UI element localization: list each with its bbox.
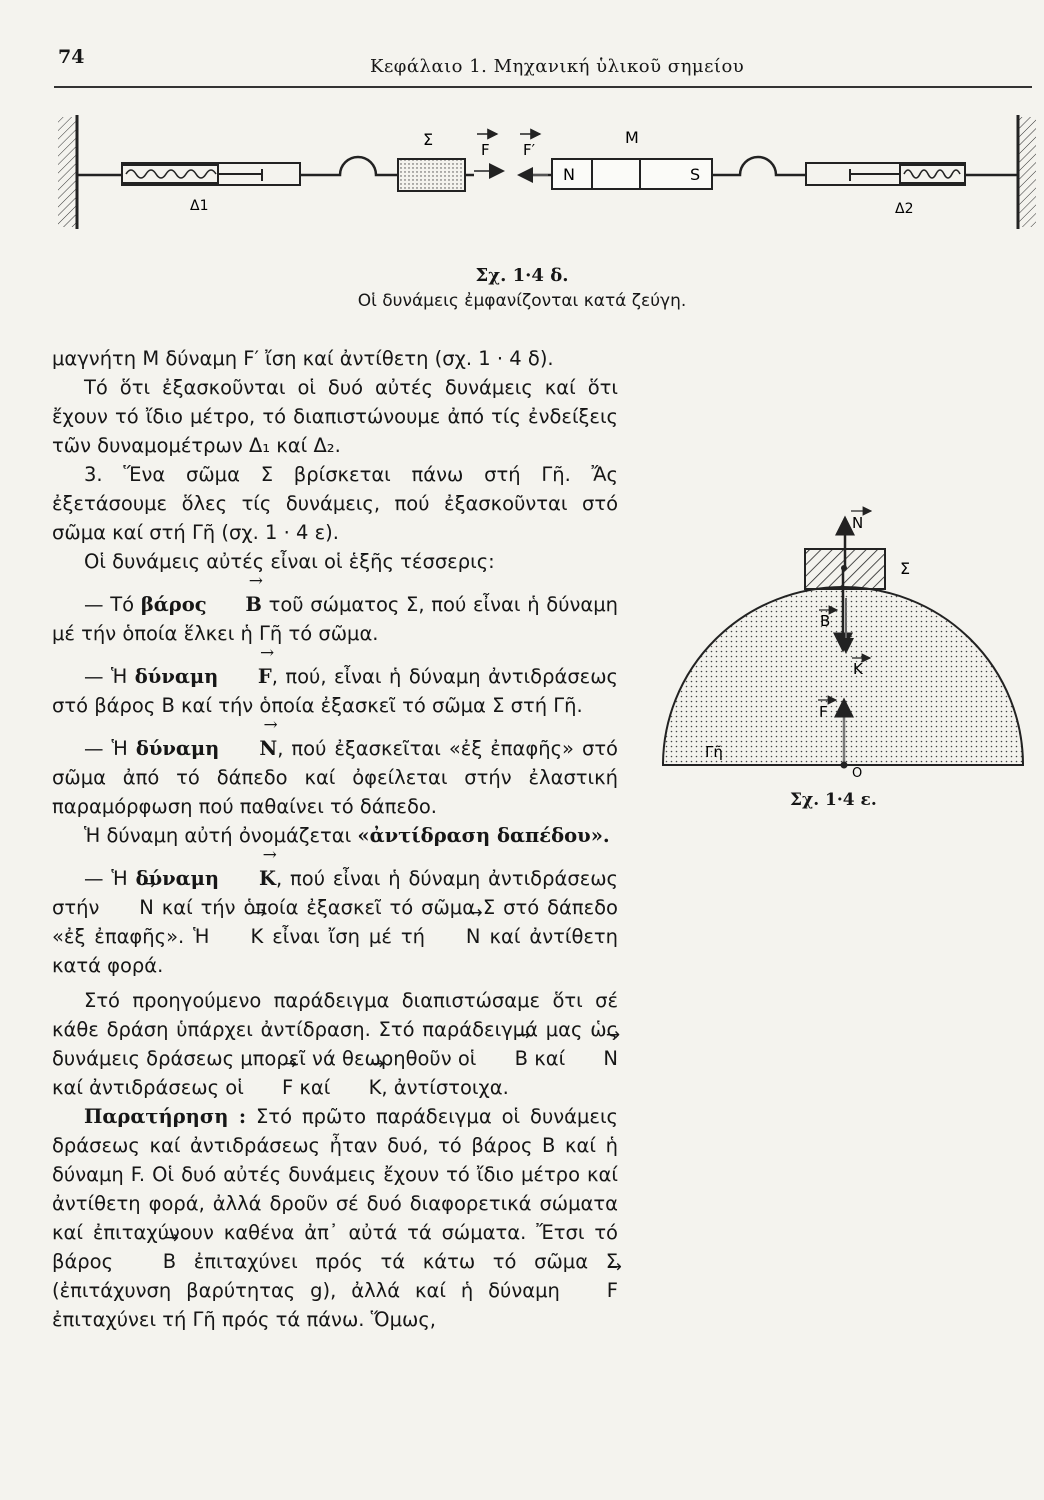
header-rule (54, 86, 1032, 88)
label-F-prime: F′ (523, 141, 536, 159)
label-delta1: Δ1 (190, 198, 209, 214)
label-F: F (481, 141, 490, 159)
label-O: O (852, 766, 863, 781)
label-M: M (625, 128, 639, 147)
label-sigma: Σ (900, 559, 911, 578)
vector-B: → B (131, 1247, 176, 1276)
magnet-M (552, 159, 712, 189)
right-wall (1018, 117, 1036, 227)
figure-1-4-delta (0, 95, 1044, 265)
figure-1-4-epsilon (655, 500, 1025, 785)
paragraph-floor-reaction: Ἡ δύναμη αὐτή ὀνομάζεται «ἀντίδραση δαπέδου». (84, 824, 610, 847)
paragraph-3: 3. Ἕνα σῶμα Σ βρίσκεται πάνω στή Γῆ. Ἄς ἐξετάσουμε ὅλες τίς δυνάμεις, πού ἐξασκοῦνται στό σῶμα καί στή Γῆ (σχ. 1 · 4 ε). (52, 463, 618, 544)
label-N: N (563, 165, 575, 184)
paragraph-force-K: — Ἡ δύναμη → K, πού εἶναι ἡ δύναμη ἀντιδράσεως στήν → N καί τήν ὁποία ἐξασκεῖ τό σῶμα Σ στό δάπεδο «ἐξ ἐπαφῆς». Ἡ → K εἶναι ἴση μέ τή → N καί ἀντίθετη κατά φορά. (52, 864, 618, 980)
paragraph-action-reaction: Στό προηγούμενο παράδειγμα διαπιστώσαμε ὅτι σέ κάθε δράση ὑπάρχει ἀντίδραση. Στό παράδειγμά μας ὡς δυνάμεις δράσεως μπορεῖ νά θεωρηθοῦν οἱ → B καί → N καί ἀντιδράσεως οἱ → F καί → K, ἀντίστοιχα. (52, 986, 618, 1102)
figure-2-caption-number: Σχ. 1·4 ε. (790, 790, 877, 810)
paragraph-force-F: — Ἡ δύναμη → F, πού, εἶναι ἡ δύναμη ἀντιδράσεως στό βάρος Β καί τήν ὁποία ἐξασκεῖ τό σῶμα Σ στή Γῆ. (52, 662, 618, 720)
vector-F: → F (250, 1073, 293, 1102)
label-B: B (820, 612, 831, 630)
figure-1-caption-text: Οἱ δυνάμεις ἐμφανίζονται κατά ζεύγη. (357, 291, 687, 311)
label-earth: Γῆ (705, 743, 723, 761)
vector-K: → K (337, 1073, 382, 1102)
page-number: 74 (58, 46, 85, 68)
paragraph-4: Οἱ δυνάμεις αὐτές εἶναι οἱ ἑξῆς τέσσερις: (84, 550, 495, 573)
earth-center-point (841, 762, 848, 769)
vector-N: → N (434, 922, 481, 951)
vector-F: → F (575, 1276, 618, 1305)
body-sigma (398, 159, 465, 191)
paragraph-remark: Παρατήρηση : Στό πρῶτο παράδειγμα οἱ δυνάμεις δράσεως καί ἀντιδράσεως ἦταν δυό, τό βάρος Β καί ἡ δύναμη F. Οἱ δυό αὐτές δυνάμεις ἔχουν τό ἴδιο μέτρο καί ἀντίθετη φορά, ἀλλά δροῦν σέ δυό διαφορετικά σώματα καί ἐπιταχύνουν καθένα ἀπ᾽ αὐτά τά σώματα. Ἔτσι τό βάρος → B ἐπιταχύνει πρός τά κάτω τό σῶμα Σ (ἐπιτάχυνση βαρύτητας g), ἀλλά καί ἡ δύναμη → F ἐπιταχύνει τή Γῆ πρός τά πάνω. Ὅμως, (52, 1102, 618, 1334)
label-delta2: Δ2 (895, 201, 914, 217)
label-S: S (690, 165, 701, 184)
running-title: Κεφάλαιο 1. Μηχανική ὑλικοῦ σημείου (370, 56, 745, 77)
label-F: F (819, 703, 828, 721)
vector-K: → K (218, 922, 263, 951)
paragraph-weight: — Τό βάρος → B τοῦ σώματος Σ, πού εἶναι ἡ δύναμη μέ τήν ὁποία ἕλκει ἡ Γῆ τό σῶμα. (52, 590, 618, 648)
vector-K: → K (227, 864, 276, 893)
vector-N: → N (107, 893, 154, 922)
vector-B: → B (213, 590, 261, 619)
vector-B: → B (483, 1044, 528, 1073)
label-K: K (853, 660, 863, 678)
paragraph-1: μαγνήτη Μ δύναμη F′ ἴση καί ἀντίθετη (σχ. 1 · 4 δ). (52, 347, 554, 370)
figure-1-caption-number: Σχ. 1·4 δ. (475, 265, 569, 286)
paragraph-force-N: — Ἡ δύναμη → N, πού ἐξασκεῖται «ἐξ ἐπαφῆς» στό σῶμα ἀπό τό δάπεδο καί ὀφείλεται στήν ἐλαστική παραμόρφωση πού παθαίνει τό δάπεδο. (52, 734, 618, 821)
paragraph-2: Τό ὅτι ἐξασκοῦνται οἱ δυό αὐτές δυνάμεις καί ὅτι ἔχουν τό ἴδιο μέτρο, τό διαπιστώνουμε ἀπό τίς ἐνδείξεις τῶν δυναμομέτρων Δ₁ καί Δ₂. (52, 376, 618, 457)
label-N: N (852, 514, 864, 532)
body-text-column (52, 344, 618, 1334)
vector-F: → F (226, 662, 272, 691)
dynamometer-delta1 (122, 163, 300, 185)
vector-N: → N (227, 734, 277, 763)
vector-N: → N (571, 1044, 618, 1073)
label-sigma: Σ (423, 130, 434, 149)
left-wall (58, 117, 76, 227)
